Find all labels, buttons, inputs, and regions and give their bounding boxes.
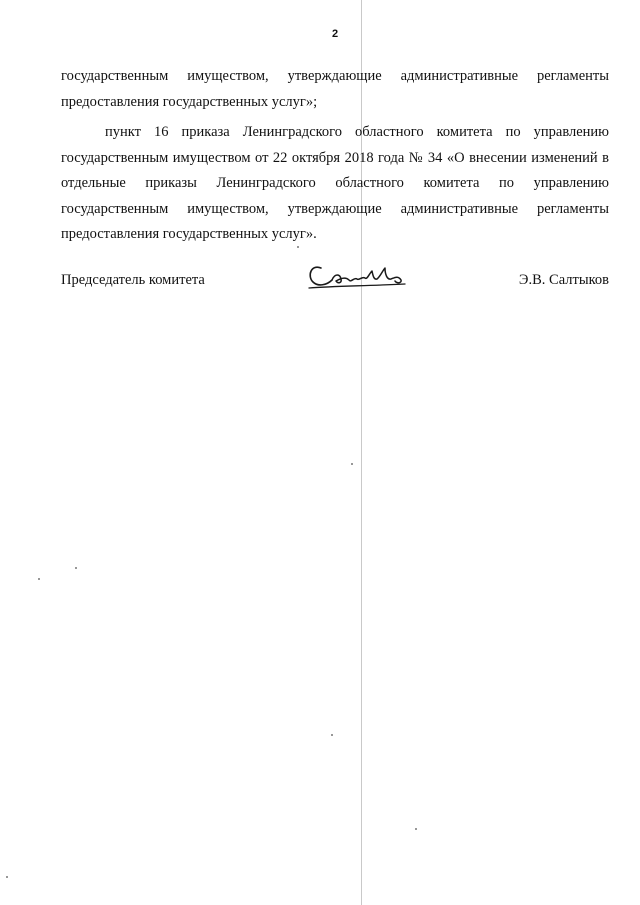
scan-speck bbox=[415, 828, 417, 830]
scan-speck bbox=[75, 567, 77, 569]
document-body bbox=[61, 64, 609, 248]
scan-speck bbox=[38, 578, 40, 580]
paragraph-continuation: государственным имуществом, утверждающие административные регламенты предоставления государственных услуг»; bbox=[61, 68, 609, 110]
handwritten-signature bbox=[305, 256, 415, 296]
scan-speck bbox=[297, 246, 299, 248]
paragraph-item-16: пункт 16 приказа Ленинградского областного комитета по управлению государственным имуществом от 22 октября 2018 года № 34 «О внесении изменений в отдельные приказы Ленинградского областного комитета по управлению государственным имуществом, утверждающие административные регламенты предоставления государственных услуг». bbox=[61, 124, 609, 242]
page-number: 2 bbox=[331, 28, 339, 40]
signatory-name: Э.В. Салтыков bbox=[518, 272, 609, 288]
signatory-position: Председатель комитета bbox=[61, 272, 205, 288]
scan-speck bbox=[6, 876, 8, 878]
scan-speck bbox=[331, 734, 333, 736]
scan-speck bbox=[351, 463, 353, 465]
signature-block bbox=[61, 262, 609, 302]
